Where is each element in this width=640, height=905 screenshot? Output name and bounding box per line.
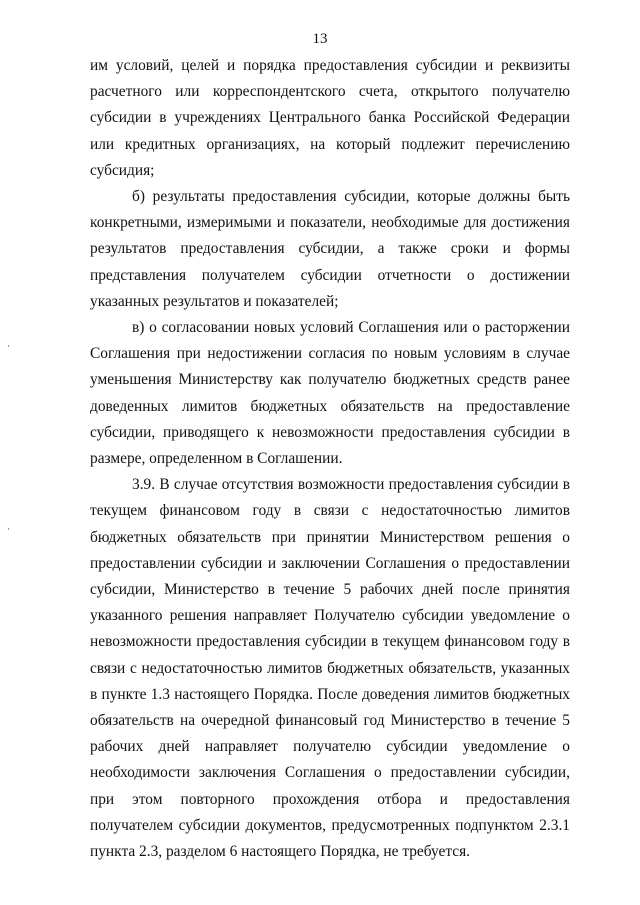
paragraph-item-v: в) о согласовании новых условий Соглашения или о расторжении Соглашения при недостижении согласия по новым условиям в случае уменьшения Министерству как получателю бюджетных средств ранее доведенных лимитов бюджетных обязательств на предоставление субсидии, приводящего к невозможности предоставления субсидии в размере, определенном в Соглашении. <box>90 319 570 468</box>
document-body <box>90 53 570 865</box>
margin-mark <box>8 345 9 347</box>
paragraph-continuation: им условий, целей и порядка предоставления субсидии и реквизиты расчетного или корреспондентского счета, открытого получателю субсидии в учреждениях Центрального банка Российской Федерации или кредитных организациях, на который подлежит перечислению субсидия; <box>90 57 570 179</box>
paragraph-item-b: б) результаты предоставления субсидии, которые должны быть конкретными, измеримыми и показатели, необходимые для достижения результатов предоставления субсидии, а также сроки и формы представления получателем субсидии отчетности о достижении указанных результатов и показателей; <box>90 188 570 310</box>
margin-mark <box>8 528 9 530</box>
paragraph-3-9: 3.9. В случае отсутствия возможности предоставления субсидии в текущем финансовом году в связи с недостаточностью лимитов бюджетных обязательств при принятии Министерством решения о предоставлении субсидии и заключении Соглашения о предоставлении субсидии, Министерство в течение 5 рабочих дней после принятия указанного решения направляет Получателю субсидии уведомление о невозможности предоставления субсидии в текущем финансовом году в связи с недостаточностью лимитов бюджетных обязательств, указанных в пункте 1.3 настоящего Порядка. После доведения лимитов бюджетных обязательств на очередной финансовый год Министерство в течение 5 рабочих дней направляет получателю субсидии уведомление о необходимости заключения Соглашения о предоставлении субсидии, при этом повторного прохождения отбора и предоставления получателем субсидии документов, предусмотренных подпунктом 2.3.1 пункта 2.3, разделом 6 настоящего Порядка, не требуется. <box>90 476 570 861</box>
page-number: 13 <box>312 31 328 47</box>
